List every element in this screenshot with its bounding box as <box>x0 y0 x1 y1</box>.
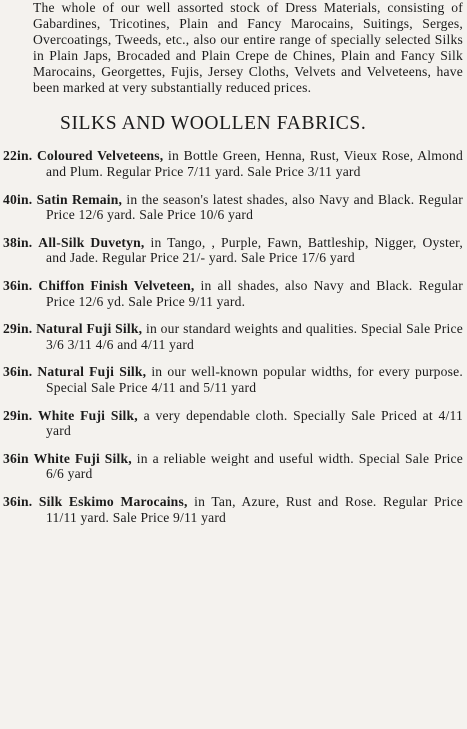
fabric-item-4 <box>0 278 463 309</box>
item-lead: Coloured Velveteens, <box>37 148 164 164</box>
fabric-item-6 <box>0 364 463 395</box>
item-width: 36in <box>3 450 29 466</box>
fabric-item-9 <box>0 494 463 525</box>
item-text: in all shades, also Navy and Black. Regular Price 12/6 yd. Sale Price 9/11 yard. <box>46 278 463 309</box>
fabric-item-7 <box>0 408 463 439</box>
fabric-item-5 <box>0 321 463 352</box>
item-lead: Natural Fuji Silk, <box>37 364 147 380</box>
item-width: 38in. <box>3 234 33 250</box>
item-width: 22in. <box>3 148 33 164</box>
item-text: in Bottle Green, Henna, Rust, Vieux Rose, Almond and Plum. Regular Price 7/11 yard. Sale Price 3/11 yard <box>46 148 463 180</box>
intro-text: The whole of our well assorted stock of Dress Materials, consisting of Gabardines, Tricotines, Plain and Fancy Marocains, Suitings, Serges, Overcoatings, Tweeds, etc., also our entire range of specially selected Silks in Plain Japs, Brocaded and Plain Crepe de Chines, Plain and Fancy Silk Marocains, Georgettes, Fujis, Jersey Cloths, Velvets and Velveteens, have been marked at very substantially reduced prices. <box>33 0 463 95</box>
item-lead: Natural Fuji Silk, <box>36 321 143 337</box>
item-text: in Tan, Azure, Rust and Rose. Regular Price 11/11 yard. Sale Price 9/11 yard <box>46 493 463 525</box>
item-width: 36in. <box>3 364 33 380</box>
item-lead: All-Silk Duvetyn, <box>38 234 145 250</box>
item-width: 29in. <box>3 407 33 423</box>
item-text: a very dependable cloth. Specially Sale Priced at 4/11 yard <box>46 407 463 439</box>
item-text: in our standard weights and qualities. Special Sale Price 3/6 3/11 4/6 and 4/11 yard <box>46 321 463 352</box>
item-width: 29in. <box>3 321 33 337</box>
fabric-item-3 <box>0 235 463 266</box>
item-width: 36in. <box>3 278 33 293</box>
item-width: 40in. <box>3 191 33 207</box>
section-heading: SILKS AND WOOLLEN FABRICS. <box>60 113 367 135</box>
fabric-item-2 <box>0 192 463 223</box>
item-lead: White Fuji Silk, <box>38 407 138 423</box>
item-lead: Silk Eskimo Marocains, <box>38 493 188 509</box>
fabric-list <box>0 148 463 525</box>
item-lead: White Fuji Silk, <box>33 450 132 466</box>
item-text: in a reliable weight and useful width. Special Sale Price 6/6 yard <box>46 450 464 482</box>
item-text: in the season's latest shades, also Navy and Black. Regular Price 12/6 yard. Sale Price 10/6 yard <box>46 191 463 223</box>
fabric-item-8 <box>0 451 463 482</box>
item-text: in our well-known popular widths, for every purpose. Special Sale Price 4/11 and 5/11 yard <box>46 364 463 395</box>
intro-paragraph <box>33 0 463 95</box>
item-width: 36in. <box>3 493 33 509</box>
item-lead: Chiffon Finish Velveteen, <box>38 278 195 293</box>
item-lead: Satin Remain, <box>36 191 123 207</box>
fabric-item-1 <box>0 148 463 179</box>
item-text: in Tango, , Purple, Fawn, Battleship, Nigger, Oyster, and Jade. Regular Price 21/- yard. Sale Price 17/6 yard <box>46 234 463 266</box>
